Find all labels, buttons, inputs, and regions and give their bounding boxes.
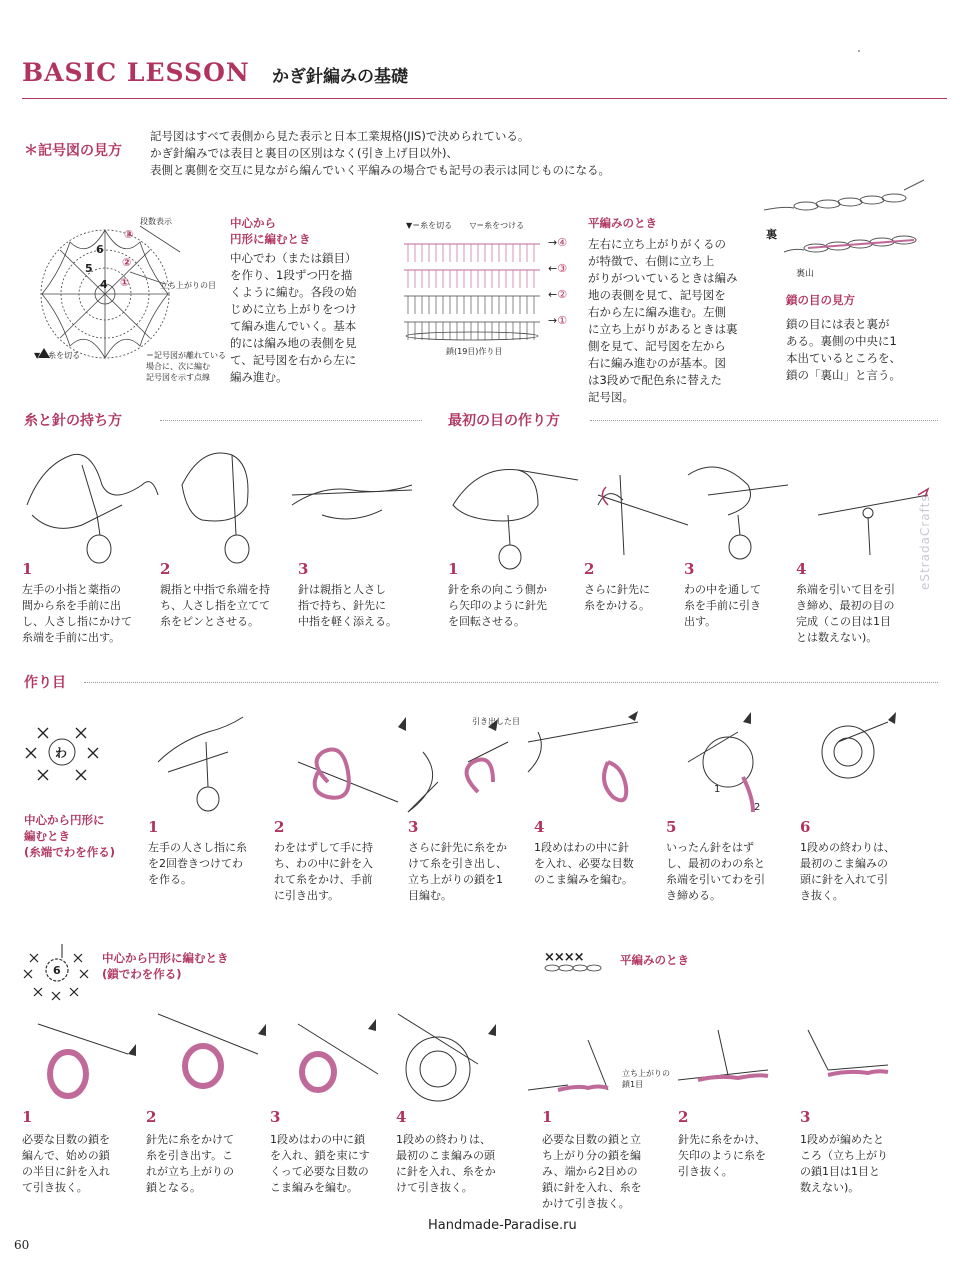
flat-start-step-1-text: 必要な目数の鎖と立 ち上がり分の鎖を編 み、端から2目めの 鎖に針を入れ、糸を かけて引き抜く。 (542, 1133, 642, 1210)
back-bump-label: 裏山 (796, 269, 815, 279)
first-step-4-text: 糸端を引いて目を引 き締め、最初の目の 完成（この目は1目 とは数えない)。 (796, 583, 895, 644)
first-step-1-text: 針を糸の向こう側か ら矢印のように針先 を回転させる。 (448, 583, 547, 628)
first-stitch-illustrations (448, 455, 938, 565)
flat-start-symbol: ×××× (544, 950, 584, 965)
foundation-step-6-text: 1段めの終わりは、 最初のこま編みの 頭に針を入れて引 き抜く。 (800, 841, 895, 902)
flat-start-chain-base (544, 964, 608, 972)
chain-ring-step-1-number: 1 (22, 1108, 33, 1126)
round-display-label: 段数表示 (140, 217, 172, 226)
first-stitch-divider (590, 420, 938, 421)
flat-start-heading: 平編みのとき (620, 953, 689, 967)
flat-start-step-3-number: 3 (800, 1108, 811, 1126)
round-body: 中心でわ（または鎖目） を作り、1段ずつ円を描 くように編む。各段の始 じめに立ち上がりをつけ て編み進んでいく。基本 的には編み地の表側を見 て、記号図を右から左に 編み進む。 (230, 251, 357, 384)
chain-ring-step-2-number: 2 (146, 1108, 157, 1126)
footer-watermark: Handmade-Paradise.ru (428, 1218, 577, 1233)
symbols-intro: 記号図はすべて表側から見た表示と日本工業規格(JIS)で決められている。 かぎ針編みでは表目と裏目の区別はなく(引き上げ目以外)、 表側と裏側を交互に見ながら編んでいく平編みの場合でも記号の表示は同じものになる。 (150, 129, 610, 177)
foundation-step-5-number: 5 (666, 818, 677, 836)
chain-ring-step-4-number: 4 (396, 1108, 407, 1126)
round-1-marker: ① (120, 276, 130, 289)
foundation-step-1-text: 左手の人さし指に糸 を2回巻きつけてわ を作る。 (148, 841, 247, 886)
holding-step-2-text: 親指と中指で糸端を持 ち、人さし指を立てて 糸をピンとさせる。 (160, 583, 270, 628)
flat-start-step-3-text: 1段めが編めたと ころ（立ち上がり の鎖1目は1目と 数えない)。 (800, 1133, 888, 1194)
flat-start-illustrations (528, 1030, 898, 1100)
flat-chart-diagram (404, 236, 544, 346)
page-subtitle: かぎ針編みの基礎 (272, 67, 408, 87)
round-5-label: 5 (85, 262, 93, 275)
foundation-step-5-text: いったん針をはず し、最初のわの糸と 糸端を引いてわを引 き締める。 (666, 841, 765, 902)
holding-illustrations (22, 445, 422, 565)
foundation-step-6-number: 6 (800, 818, 811, 836)
foundation-step-4-text: 1段めはわの中に針 を入れ、必要な目数 のこま編みを編む。 (534, 841, 634, 886)
flat-join-label: ▽＝糸をつける (470, 221, 525, 230)
chain-view-body: 鎖の目には表と裏が ある。裏側の中央に1 本出ているところを、 鎖の「裏山」と言う。 (786, 317, 901, 382)
holding-divider (160, 420, 422, 421)
chain-up-label: 立ち上がりの目 (160, 281, 216, 290)
flat-start-step-2-number: 2 (678, 1108, 689, 1126)
chain-ring-heading: 中心から円形に編むとき (鎖でわを作る) (102, 951, 229, 981)
page-title: BASIC LESSON (22, 58, 250, 87)
chain-ring-symbol-number: 6 (53, 964, 61, 977)
page-number: 60 (14, 1238, 30, 1252)
round-heading: 中心から 円形に編むとき (230, 216, 311, 246)
back-label: 裏 (766, 228, 777, 241)
chain-ring-step-4-text: 1段めの終わりは、 最初のこま編みの頭 に針を入れ、糸をか けて引き抜く。 (396, 1133, 496, 1194)
separated-label: ＝記号図が離れている 場合に、次に編む 記号図を示す点線 (146, 351, 226, 382)
foundation-step-1-number: 1 (148, 818, 159, 836)
foundation-step-3-text: さらに針先に糸をか けて糸を引き出し、 立ち上がりの鎖を1 目編む。 (408, 841, 507, 902)
holding-heading: 糸と針の持ち方 (24, 413, 122, 429)
pulled-stitch-label: 引き出した目 (472, 717, 520, 726)
foundation-step-2-number: 2 (274, 818, 285, 836)
pull-number-2: 2 (754, 802, 761, 813)
title-rule (22, 98, 947, 99)
chain-ring-step-3-text: 1段めはわの中に鎖 を入れ、鎖を束にす くって必要な目数の こま編みを編む。 (270, 1133, 370, 1194)
flat-base-label: 鎖(19目)作り目 (446, 347, 503, 356)
flat-start-step-1-number: 1 (542, 1108, 553, 1126)
ring-caption: 中心から円形に 編むとき (糸端でわを作る) (24, 813, 116, 859)
round-6-label: 6 (96, 243, 104, 256)
foundation-illustrations (148, 702, 938, 822)
symbols-heading: ＊記号図の見方 (24, 143, 122, 159)
round-3-marker: ③ (124, 228, 134, 241)
foundation-step-4-number: 4 (534, 818, 545, 836)
first-step-4-number: 4 (796, 560, 807, 578)
first-step-3-number: 3 (684, 560, 695, 578)
first-stitch-heading: 最初の目の作り方 (448, 413, 560, 429)
round-2-marker: ② (122, 256, 132, 269)
cut-label: ▼＝糸を切る (34, 351, 81, 360)
holding-step-3-text: 針は親指と人さし 指で持ち、針先に 中指を軽く添える。 (298, 583, 397, 628)
row-1-marker: →① (548, 314, 568, 327)
flat-start-step-2-text: 針先に糸をかけ、 矢印のように糸を 引き抜く。 (678, 1133, 766, 1178)
holding-step-2-number: 2 (160, 560, 171, 578)
holding-step-1-number: 1 (22, 560, 33, 578)
foundation-step-2-text: わをはずして手に持 ち、わの中に針を入 れて糸をかけ、手前 に引き出す。 (274, 841, 373, 902)
side-watermark: eStradaCrafts (918, 494, 932, 590)
flat-body: 左右に立ち上がりがくるの が特徴で、右側に立ち上 がりがついているときは編み 地の表側を見て、記号図を 右から左に編み進む。左側 に立ち上がりがあるときは裏 側を見て、記号図を左から 右に編み進むのが基本。図 は3段めで配色糸に替えた 記号図。 (588, 237, 738, 404)
chain-view-heading: 鎖の目の見方 (786, 293, 855, 307)
holding-step-3-number: 3 (298, 560, 309, 578)
row-4-marker: →④ (548, 236, 568, 249)
chain-illustration (764, 180, 934, 270)
foundation-step-3-number: 3 (408, 818, 419, 836)
pull-number-1: 1 (714, 784, 721, 795)
first-step-1-number: 1 (448, 560, 459, 578)
first-step-2-number: 2 (584, 560, 595, 578)
foundation-divider (84, 682, 938, 683)
flat-heading: 平編みのとき (588, 216, 657, 230)
chain-ring-step-3-number: 3 (270, 1108, 281, 1126)
decor-dot (858, 50, 860, 52)
chain-ring-step-2-text: 針先に糸をかけて 糸を引き出す。こ れが立ち上がりの 鎖となる。 (146, 1133, 234, 1194)
holding-step-1-text: 左手の小指と薬指の 間から糸を手前に出 し、人さし指にかけて 糸端を手前に出す。 (22, 583, 132, 644)
first-step-3-text: わの中を通して 糸を手前に引き 出す。 (684, 583, 761, 628)
flat-cut-label: ▼＝糸を切る (406, 221, 453, 230)
row-3-marker: ←③ (548, 262, 568, 275)
foundation-heading: 作り目 (24, 675, 66, 691)
row-2-marker: ←② (548, 288, 568, 301)
flat-start-chain-label: 立ち上がりの 鎖1目 (622, 1069, 670, 1089)
chain-ring-step-1-text: 必要な目数の鎖を 編んで、始めの鎖 の半目に針を入れ て引き抜く。 (22, 1133, 110, 1194)
ring-symbol-label: わ (55, 746, 68, 760)
round-4-label: 4 (100, 278, 108, 291)
chain-ring-illustrations (18, 994, 508, 1104)
first-step-2-text: さらに針先に 糸をかける。 (584, 583, 650, 612)
